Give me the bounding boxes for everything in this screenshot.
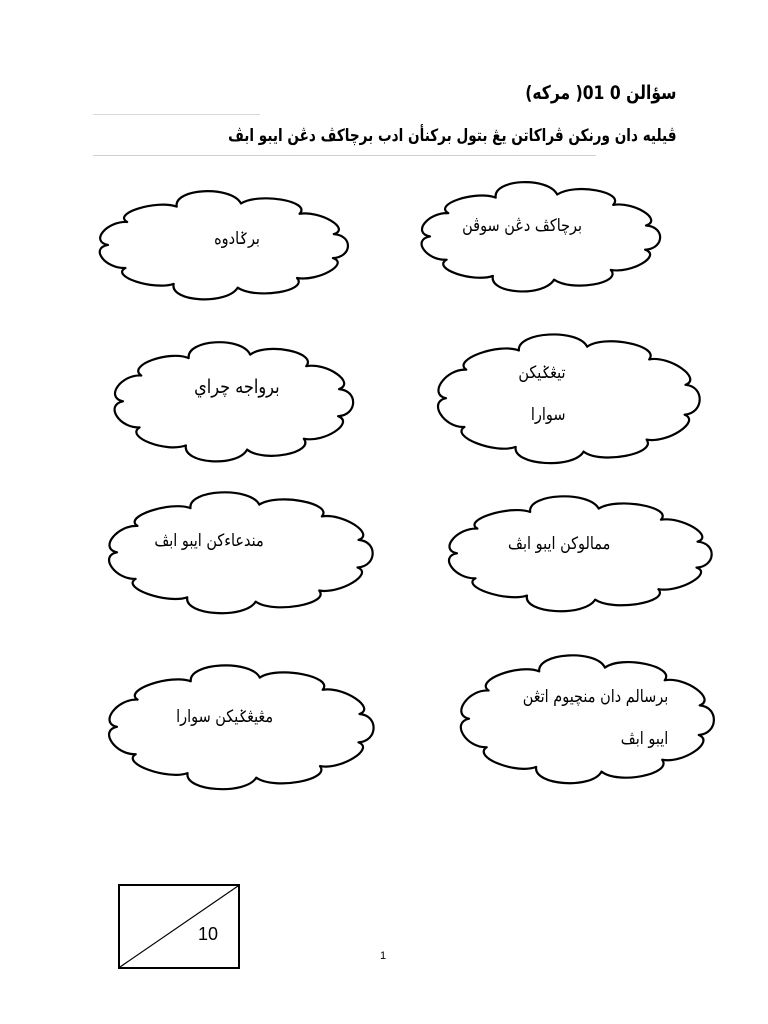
question-title: سؤالن 0 01( مركه) <box>524 82 676 104</box>
score-value: 10 <box>198 924 219 944</box>
score-box <box>118 884 240 969</box>
cloud-7-line-2: ايبو ابڤ <box>620 729 668 749</box>
cloud-text-1[interactable] <box>462 205 582 247</box>
cloud-6-line-1: مندعاءكن ايبو ابڤ <box>154 531 264 551</box>
question-instruction: ڤيليه دان ورنكن ڤراكاتن يڠ بتول بركنأن ادب برچاكڤ دڠن ايبو ابڤ <box>227 126 676 146</box>
page-number: 1 <box>380 950 387 962</box>
cloud-8-line-1: مڠيڠݢيكن سوارا <box>175 707 273 727</box>
cloud-text-8[interactable] <box>176 696 273 738</box>
cloud-5-line-1: ممالوكن ايبو ابڤ <box>507 534 610 554</box>
cloud-2-line-1: برݢادوه <box>214 229 260 249</box>
cloud-4-line-1: برواجه چراي <box>194 376 280 398</box>
score-diagonal-line <box>120 886 238 967</box>
cloud-3-line-1: تيڠݢيكن <box>517 363 565 383</box>
cloud-text-7[interactable] <box>522 676 668 760</box>
cloud-text-2[interactable] <box>214 218 260 260</box>
cloud-shape-3 <box>438 334 700 463</box>
cloud-text-5[interactable] <box>508 523 610 565</box>
cloud-1-line-1: برچاكڤ دڠن سوڤن <box>462 216 582 236</box>
cloud-7-line-1: برسالم دان منچيوم اتڠن <box>522 687 668 707</box>
cloud-text-4[interactable] <box>195 366 280 408</box>
cloud-3-line-2: سوارا <box>530 405 565 425</box>
cloud-text-6[interactable] <box>155 520 264 562</box>
cloud-text-3[interactable] <box>518 352 565 436</box>
